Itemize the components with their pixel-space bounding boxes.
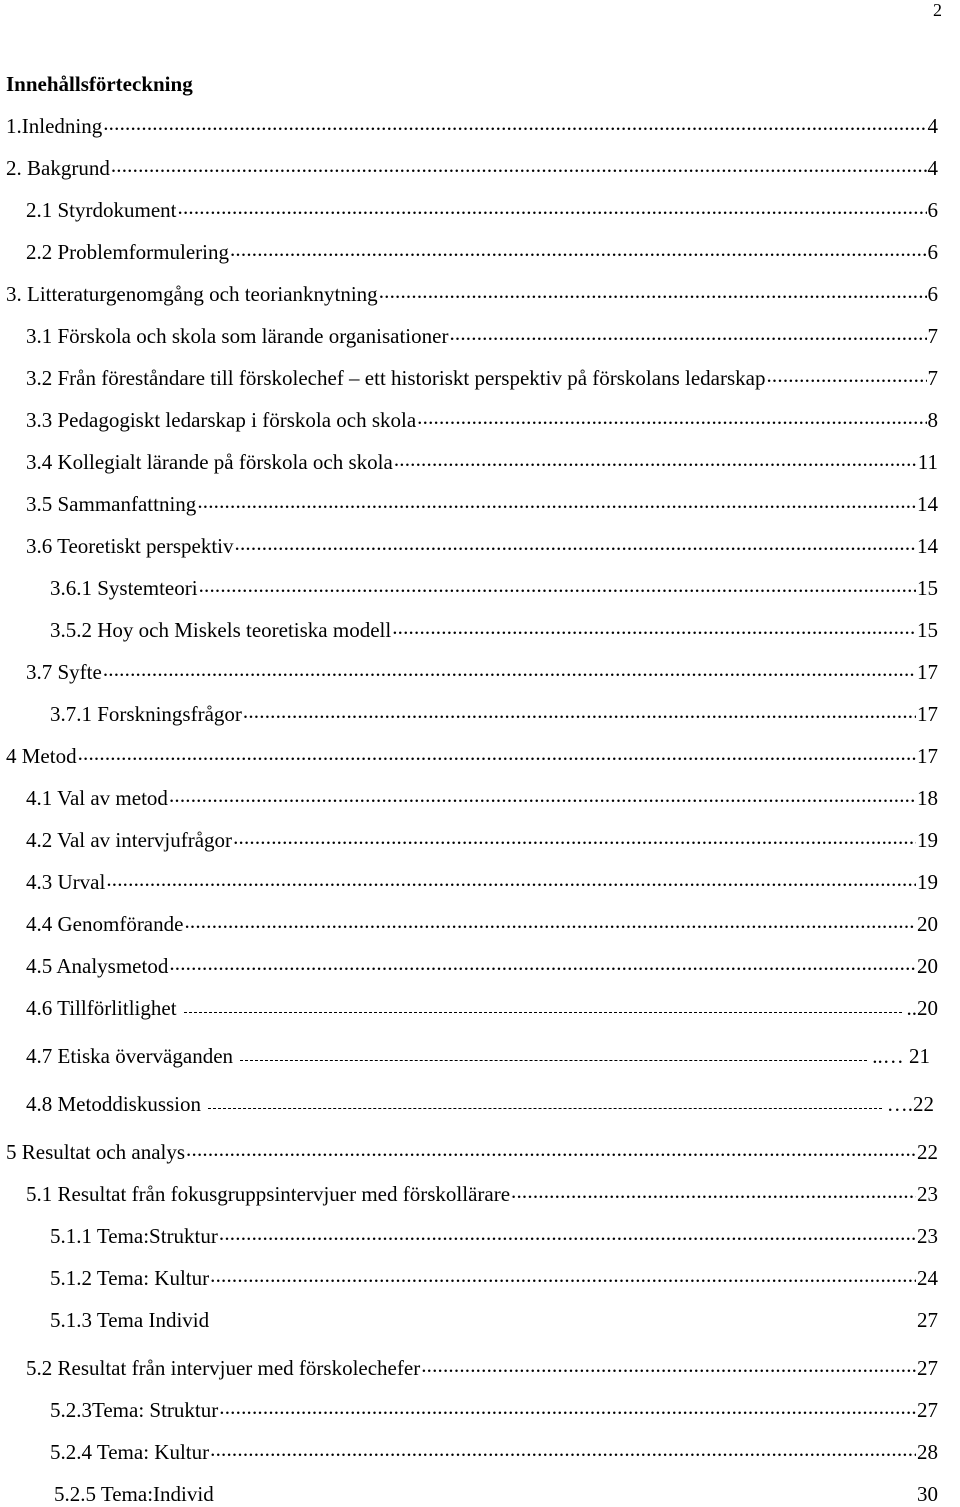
toc-entry-page: 23 (917, 1182, 938, 1206)
toc-entry-page: 23 (917, 1224, 938, 1248)
toc-entry-leader (178, 1001, 906, 1015)
toc-entry (6, 743, 938, 769)
toc-entry-page: 20 (917, 912, 938, 936)
toc-entry-page: 19 (917, 828, 938, 852)
toc-entry (6, 113, 938, 139)
toc-entry-page: ….22 (886, 1092, 934, 1116)
toc-entry-page: 14 (917, 492, 938, 516)
toc-entry-label: 3.4 Kollegialt lärande på förskola och skola (26, 450, 393, 474)
toc-entry (50, 1265, 938, 1291)
toc-entry-leader (421, 1361, 916, 1375)
toc-entry-label: 3.7 Syfte (26, 660, 102, 684)
toc-entry-label: 3.7.1 Forskningsfrågor (50, 702, 242, 726)
toc-entry-label: 4.4 Genomförande (26, 912, 184, 936)
toc-entry-leader (103, 665, 916, 679)
toc-entry-leader (197, 497, 916, 511)
toc-entry (26, 1091, 934, 1117)
toc-entry-page: 7 (927, 324, 938, 348)
toc-entry-label: 2.2 Problemformulering (26, 240, 229, 264)
toc-entry (26, 911, 938, 937)
toc-entry (26, 365, 938, 391)
toc-entry-label: 4.5 Analysmetod (26, 954, 169, 978)
toc-entry-page: 15 (917, 576, 938, 600)
toc-entry-label: 5.1.3 Tema Individ (50, 1308, 210, 1332)
toc-entry-page: 4 (927, 156, 938, 180)
toc-entry-label: 5.2.5 Tema:Individ (54, 1482, 214, 1506)
toc-entry-leader (199, 581, 916, 595)
toc-entry (26, 323, 938, 349)
toc-entry-leader (379, 287, 927, 301)
toc-entry-leader (243, 707, 916, 721)
toc-entry-leader (230, 245, 927, 259)
toc-entry-label: 3.6.1 Systemteori (50, 576, 198, 600)
toc-entry-leader (78, 749, 916, 763)
toc-entry-label: 5.2 Resultat från intervjuer med förskolechefer (26, 1356, 421, 1380)
toc-entry-page: 7 (927, 366, 938, 390)
toc-entry-label: 3.2 Från föreståndare till förskolechef – ett historiskt perspektiv på förskolans ledarskap (26, 366, 766, 390)
toc-entry-leader (106, 875, 916, 889)
toc-entry (50, 1397, 938, 1423)
toc-entry-leader (210, 1445, 916, 1459)
toc-entry-page: 24 (917, 1266, 938, 1290)
toc-entry-label: 5.1 Resultat från fokusgruppsintervjuer med förskollärare (26, 1182, 511, 1206)
toc-entry-leader (186, 1145, 916, 1159)
toc-entry-leader (215, 1487, 916, 1501)
toc-entry (54, 1481, 938, 1507)
toc-entry-leader (394, 455, 917, 469)
toc-entry-label: 4.8 Metoddiskussion (26, 1092, 202, 1116)
toc-entry-leader (219, 1403, 916, 1417)
toc-entry-page: 6 (927, 240, 938, 264)
toc-entry-page: ..… 21 (872, 1044, 930, 1068)
toc-entry-label: 4.7 Etiska överväganden (26, 1044, 234, 1068)
toc-entry (26, 953, 938, 979)
toc-entry-page: 17 (917, 744, 938, 768)
toc-entry-leader (178, 203, 927, 217)
toc-entry-leader (111, 161, 927, 175)
toc-entry-leader (417, 413, 926, 427)
toc-entry (26, 491, 938, 517)
toc-entry (6, 155, 938, 181)
toc-entry-leader (233, 833, 916, 847)
toc-entry (26, 827, 938, 853)
toc-entry-page: 30 (917, 1482, 938, 1506)
toc-entry (26, 1181, 938, 1207)
toc-entry (50, 575, 938, 601)
toc-entry-page: 27 (917, 1398, 938, 1422)
toc-entry (26, 995, 938, 1021)
toc-entry (26, 449, 938, 475)
toc-entry-label: 5.1.1 Tema:Struktur (50, 1224, 218, 1248)
toc-entry (26, 1355, 938, 1381)
toc-entry-page: 8 (927, 408, 938, 432)
toc-entry (26, 197, 938, 223)
toc-entry-leader (766, 371, 926, 385)
toc-entry-page: 6 (927, 282, 938, 306)
toc-entry-leader (210, 1271, 916, 1285)
toc-entry-page: 22 (917, 1140, 938, 1164)
toc-entry-page: 15 (917, 618, 938, 642)
toc-entry-label: 3.6 Teoretiskt perspektiv (26, 534, 234, 558)
toc-entry-page: ..20 (906, 996, 938, 1020)
toc-entry (26, 239, 938, 265)
toc-entry-page: 27 (917, 1308, 938, 1332)
toc-entry (50, 1307, 938, 1333)
toc-entry-leader (234, 1049, 871, 1063)
toc-entry-leader (210, 1313, 916, 1327)
toc-entry (50, 701, 938, 727)
toc-entry-leader (169, 791, 916, 805)
toc-entry-page: 19 (917, 870, 938, 894)
toc-entry (26, 407, 938, 433)
toc-entry-label: 3. Litteraturgenomgång och teorianknytning (6, 282, 378, 306)
toc-entry-leader (202, 1097, 886, 1111)
toc-entry-label: 4.6 Tillförlitlighet (26, 996, 177, 1020)
toc-entry (50, 1223, 938, 1249)
toc-entry-page: 18 (917, 786, 938, 810)
toc-entry-page: 20 (917, 954, 938, 978)
toc-entry (50, 1439, 938, 1465)
toc-entry-label: 1.Inledning (6, 114, 103, 138)
toc-entry-leader (392, 623, 916, 637)
toc-entry-label: 3.1 Förskola och skola som lärande organisationer (26, 324, 449, 348)
toc-entry-leader (219, 1229, 916, 1243)
toc-entry-leader (184, 917, 916, 931)
toc-title: Innehållsförteckning (6, 72, 193, 96)
toc-entry-page: 27 (917, 1356, 938, 1380)
toc-entry-page: 17 (917, 702, 938, 726)
toc-entry-page: 6 (927, 198, 938, 222)
toc-entry-label: 2. Bakgrund (6, 156, 110, 180)
toc-entry (6, 1139, 938, 1165)
toc-entry-page: 14 (917, 534, 938, 558)
toc-entry-leader (511, 1187, 916, 1201)
toc-entry-label: 2.1 Styrdokument (26, 198, 177, 222)
toc-entry-label: 3.5 Sammanfattning (26, 492, 197, 516)
toc-entry-label: 5.2.3Tema: Struktur (50, 1398, 219, 1422)
toc-entry-label: 5 Resultat och analys (6, 1140, 186, 1164)
toc-entry-leader (169, 959, 916, 973)
toc-entry (6, 281, 938, 307)
toc-entry-label: 5.1.2 Tema: Kultur (50, 1266, 210, 1290)
toc-entry (26, 533, 938, 559)
page-number: 2 (933, 0, 942, 20)
toc-entry-page: 4 (927, 114, 938, 138)
toc-entry (50, 617, 938, 643)
toc-entry (26, 785, 938, 811)
toc-entry (26, 869, 938, 895)
toc-entry-page: 11 (917, 450, 938, 474)
toc-entry-label: 3.5.2 Hoy och Miskels teoretiska modell (50, 618, 392, 642)
toc-entry (26, 659, 938, 685)
toc-entry-label: 4.1 Val av metod (26, 786, 168, 810)
toc-entry-leader (449, 329, 926, 343)
toc-entry-leader (103, 119, 926, 133)
toc-entry-label: 4.2 Val av intervjufrågor (26, 828, 233, 852)
toc-entry-page: 17 (917, 660, 938, 684)
toc-entry-label: 5.2.4 Tema: Kultur (50, 1440, 210, 1464)
toc-entry-page: 28 (917, 1440, 938, 1464)
toc-entry-label: 3.3 Pedagogiskt ledarskap i förskola och skola (26, 408, 417, 432)
toc-entry-label: 4.3 Urval (26, 870, 106, 894)
toc-entry (26, 1043, 930, 1069)
toc-entry-leader (235, 539, 916, 553)
toc-entry-label: 4 Metod (6, 744, 77, 768)
